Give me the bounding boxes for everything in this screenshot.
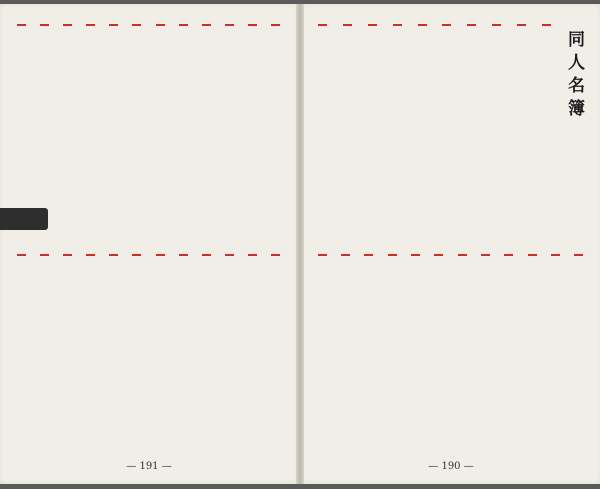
red-check-mark bbox=[63, 24, 72, 26]
entry-name bbox=[155, 262, 167, 302]
directory-entry bbox=[178, 254, 190, 459]
entry-address bbox=[340, 310, 352, 458]
entry-name bbox=[363, 262, 375, 302]
left-bottom-band bbox=[10, 254, 288, 464]
entry-name bbox=[224, 32, 236, 72]
directory-entry bbox=[410, 254, 422, 459]
directory-entry bbox=[247, 254, 259, 459]
entry-name bbox=[541, 32, 553, 72]
directory-entry bbox=[541, 24, 553, 229]
entry-name bbox=[392, 32, 404, 72]
red-check-mark bbox=[467, 24, 476, 26]
red-check-mark bbox=[458, 254, 467, 256]
directory-entry bbox=[178, 24, 190, 229]
entry-address bbox=[573, 310, 585, 458]
red-check-mark bbox=[132, 24, 141, 26]
entry-address bbox=[39, 80, 51, 228]
red-check-mark bbox=[86, 24, 95, 26]
red-check-mark bbox=[574, 254, 583, 256]
entry-address bbox=[62, 80, 74, 228]
entry-name bbox=[247, 32, 259, 72]
red-check-mark bbox=[156, 254, 165, 256]
red-check-mark bbox=[271, 24, 280, 26]
entry-name bbox=[224, 262, 236, 302]
red-check-mark bbox=[418, 24, 427, 26]
directory-entry bbox=[457, 254, 469, 459]
entry-name bbox=[527, 262, 539, 302]
directory-entry bbox=[224, 24, 236, 229]
directory-entry bbox=[480, 254, 492, 459]
entry-address bbox=[224, 80, 236, 228]
entry-address bbox=[155, 80, 167, 228]
entry-name bbox=[39, 32, 51, 72]
entry-name bbox=[270, 262, 282, 302]
entry-name bbox=[62, 32, 74, 72]
entry-address bbox=[387, 310, 399, 458]
entry-address bbox=[224, 310, 236, 458]
entry-address bbox=[155, 310, 167, 458]
entry-address bbox=[85, 80, 97, 228]
directory-entry bbox=[131, 254, 143, 459]
red-check-mark bbox=[109, 254, 118, 256]
red-check-mark bbox=[17, 24, 26, 26]
directory-entry bbox=[224, 254, 236, 459]
directory-entry bbox=[417, 24, 429, 229]
entry-address bbox=[417, 80, 429, 228]
entry-name bbox=[16, 262, 28, 302]
entry-name bbox=[201, 262, 213, 302]
entry-name bbox=[247, 262, 259, 302]
entry-name bbox=[367, 32, 379, 72]
red-check-mark bbox=[343, 24, 352, 26]
entry-name bbox=[417, 32, 429, 72]
entry-address bbox=[16, 310, 28, 458]
directory-entry bbox=[527, 254, 539, 459]
red-check-mark bbox=[202, 24, 211, 26]
entry-name bbox=[178, 32, 190, 72]
entry-address bbox=[85, 310, 97, 458]
entry-address bbox=[108, 80, 120, 228]
red-check-mark bbox=[202, 254, 211, 256]
directory-entry bbox=[201, 254, 213, 459]
page-title: 同人名簿 bbox=[564, 30, 584, 122]
entry-address bbox=[503, 310, 515, 458]
left-page bbox=[0, 4, 299, 484]
red-check-mark bbox=[40, 254, 49, 256]
red-check-mark bbox=[109, 24, 118, 26]
red-check-mark bbox=[481, 254, 490, 256]
directory-entry bbox=[131, 24, 143, 229]
red-check-mark bbox=[341, 254, 350, 256]
entry-name bbox=[39, 262, 51, 302]
red-check-mark bbox=[86, 254, 95, 256]
directory-entry bbox=[317, 24, 329, 229]
entry-name bbox=[573, 262, 585, 302]
directory-entry bbox=[201, 24, 213, 229]
red-check-mark bbox=[528, 254, 537, 256]
page-subtitle bbox=[571, 138, 585, 228]
entry-name bbox=[108, 262, 120, 302]
entry-name bbox=[480, 262, 492, 302]
directory-entry bbox=[108, 24, 120, 229]
red-check-mark bbox=[156, 24, 165, 26]
entry-name bbox=[16, 32, 28, 72]
red-check-mark bbox=[225, 254, 234, 256]
entry-name bbox=[131, 262, 143, 302]
red-check-mark bbox=[248, 24, 257, 26]
entry-name bbox=[441, 32, 453, 72]
red-check-mark bbox=[40, 24, 49, 26]
directory-entry bbox=[108, 254, 120, 459]
directory-entry bbox=[516, 24, 528, 229]
red-check-mark bbox=[132, 254, 141, 256]
entry-name bbox=[503, 262, 515, 302]
red-check-mark bbox=[411, 254, 420, 256]
directory-entry bbox=[247, 24, 259, 229]
entry-address bbox=[201, 310, 213, 458]
entry-address bbox=[550, 310, 562, 458]
red-check-mark bbox=[63, 254, 72, 256]
red-check-mark bbox=[179, 24, 188, 26]
entry-name bbox=[178, 262, 190, 302]
entry-name bbox=[62, 262, 74, 302]
entry-name bbox=[410, 262, 422, 302]
entry-address bbox=[527, 310, 539, 458]
entry-address bbox=[363, 310, 375, 458]
directory-entry bbox=[39, 254, 51, 459]
red-check-mark bbox=[17, 254, 26, 256]
directory-entry bbox=[85, 24, 97, 229]
directory-entry bbox=[270, 254, 282, 459]
directory-entry bbox=[503, 254, 515, 459]
red-check-mark bbox=[492, 24, 501, 26]
entry-address bbox=[466, 80, 478, 228]
red-check-mark bbox=[318, 24, 327, 26]
left-page-number: — 191 — bbox=[126, 461, 172, 472]
entry-address bbox=[410, 310, 422, 458]
directory-entry bbox=[363, 254, 375, 459]
entry-address bbox=[441, 80, 453, 228]
entry-address bbox=[541, 80, 553, 228]
red-check-mark bbox=[364, 254, 373, 256]
entry-address bbox=[317, 310, 329, 458]
entry-name bbox=[108, 32, 120, 72]
red-check-mark bbox=[368, 24, 377, 26]
directory-entry bbox=[62, 24, 74, 229]
entry-name bbox=[457, 262, 469, 302]
entry-name bbox=[491, 32, 503, 72]
directory-entry bbox=[392, 24, 404, 229]
entry-address bbox=[480, 310, 492, 458]
entry-address bbox=[131, 80, 143, 228]
entry-address bbox=[270, 310, 282, 458]
directory-entry bbox=[367, 24, 379, 229]
right-top-band bbox=[311, 24, 559, 234]
entry-name bbox=[387, 262, 399, 302]
entry-address bbox=[457, 310, 469, 458]
entry-address bbox=[433, 310, 445, 458]
directory-entry bbox=[491, 24, 503, 229]
entry-name bbox=[550, 262, 562, 302]
red-check-mark bbox=[271, 254, 280, 256]
entry-name bbox=[131, 32, 143, 72]
entry-address bbox=[367, 80, 379, 228]
entry-name bbox=[155, 32, 167, 72]
entry-name bbox=[317, 32, 329, 72]
right-bottom-band bbox=[311, 254, 591, 464]
entry-address bbox=[491, 80, 503, 228]
directory-entry bbox=[466, 24, 478, 229]
red-check-mark bbox=[225, 24, 234, 26]
entry-address bbox=[317, 80, 329, 228]
red-check-mark bbox=[179, 254, 188, 256]
entry-address bbox=[392, 80, 404, 228]
entry-address bbox=[16, 80, 28, 228]
entry-name bbox=[433, 262, 445, 302]
entry-address bbox=[516, 80, 528, 228]
red-check-mark bbox=[248, 254, 257, 256]
entry-name bbox=[466, 32, 478, 72]
entry-name bbox=[270, 32, 282, 72]
entry-name bbox=[340, 262, 352, 302]
directory-entry bbox=[340, 254, 352, 459]
directory-entry bbox=[317, 254, 329, 459]
entry-name bbox=[342, 32, 354, 72]
directory-entry bbox=[62, 254, 74, 459]
binder-clip bbox=[0, 208, 48, 230]
entry-name bbox=[317, 262, 329, 302]
directory-entry bbox=[155, 254, 167, 459]
entry-name bbox=[201, 32, 213, 72]
red-check-mark bbox=[542, 24, 551, 26]
red-check-mark bbox=[517, 24, 526, 26]
entry-name bbox=[85, 32, 97, 72]
entry-address bbox=[178, 80, 190, 228]
directory-entry bbox=[155, 24, 167, 229]
directory-entry bbox=[342, 24, 354, 229]
directory-entry bbox=[387, 254, 399, 459]
red-check-mark bbox=[318, 254, 327, 256]
entry-address bbox=[62, 310, 74, 458]
directory-entry bbox=[16, 254, 28, 459]
directory-entry bbox=[85, 254, 97, 459]
entry-address bbox=[247, 310, 259, 458]
left-top-band bbox=[10, 24, 288, 234]
right-page-number: — 190 — bbox=[428, 461, 474, 472]
book-gutter bbox=[296, 4, 304, 484]
red-check-mark bbox=[442, 24, 451, 26]
entry-address bbox=[108, 310, 120, 458]
directory-entry bbox=[441, 24, 453, 229]
entry-address bbox=[270, 80, 282, 228]
entry-name bbox=[516, 32, 528, 72]
entry-address bbox=[39, 310, 51, 458]
red-check-mark bbox=[551, 254, 560, 256]
red-check-mark bbox=[393, 24, 402, 26]
entry-address bbox=[247, 80, 259, 228]
directory-entry bbox=[433, 254, 445, 459]
directory-entry bbox=[39, 24, 51, 229]
directory-entry bbox=[270, 24, 282, 229]
directory-entry bbox=[16, 24, 28, 229]
red-check-mark bbox=[434, 254, 443, 256]
directory-entry bbox=[550, 254, 562, 459]
entry-address bbox=[178, 310, 190, 458]
directory-entry bbox=[573, 254, 585, 459]
entry-name bbox=[85, 262, 97, 302]
entry-address bbox=[201, 80, 213, 228]
entry-address bbox=[342, 80, 354, 228]
right-page bbox=[300, 4, 600, 484]
entry-address bbox=[131, 310, 143, 458]
red-check-mark bbox=[504, 254, 513, 256]
red-check-mark bbox=[388, 254, 397, 256]
